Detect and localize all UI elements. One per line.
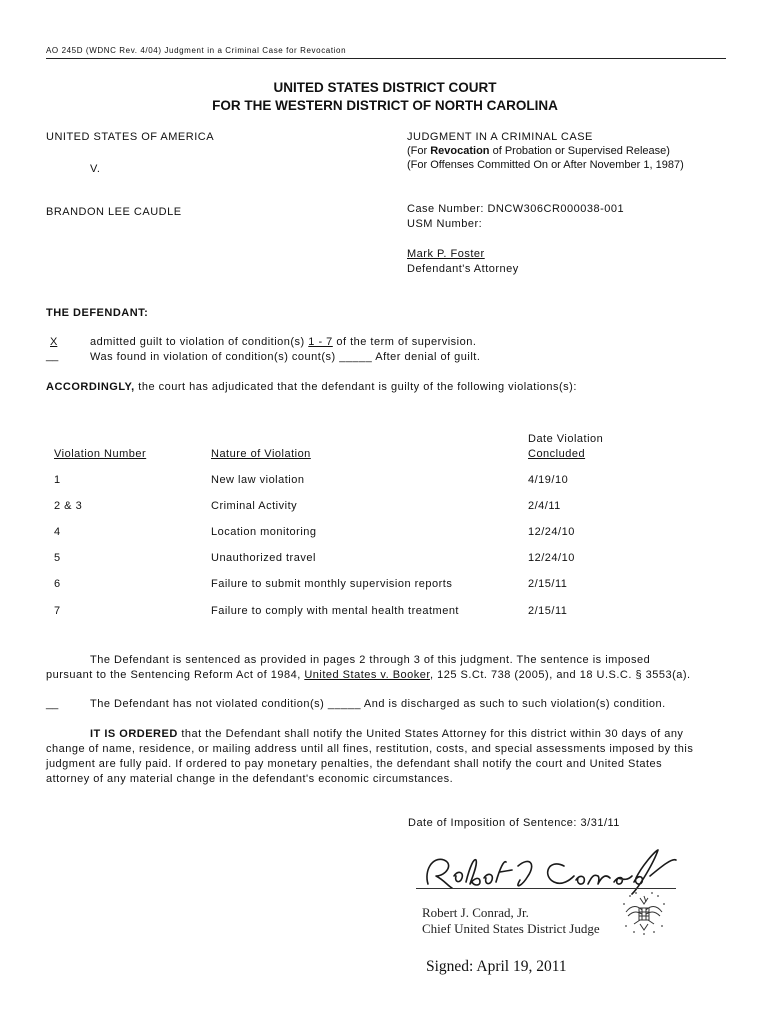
order-line-4: attorney of any material change in the defendant's economic circumstances. <box>46 773 454 785</box>
violation-date: 4/19/10 <box>528 474 569 486</box>
admitted-mark: X <box>50 336 58 348</box>
defendant-name: BRANDON LEE CAUDLE <box>46 206 182 218</box>
violation-number: 1 <box>54 474 61 486</box>
imposition-date: Date of Imposition of Sentence: 3/31/11 <box>408 817 620 829</box>
sentence-line-1: The Defendant is sentenced as provided in pages 2 through 3 of this judgment. The sentence is imposed <box>90 654 651 666</box>
violation-nature: Unauthorized travel <box>211 552 316 564</box>
form-identifier: AO 245D (WDNC Rev. 4/04) Judgment in a Criminal Case for Revocation <box>46 46 347 55</box>
violation-nature: New law violation <box>211 474 305 486</box>
signature-line <box>416 888 676 889</box>
violation-number: 4 <box>54 526 61 538</box>
offenses-note: (For Offenses Committed On or After November 1, 1987) <box>407 159 684 171</box>
violation-number: 6 <box>54 578 61 590</box>
violation-nature: Criminal Activity <box>211 500 298 512</box>
order-line-3: judgment are fully paid. If ordered to pay monetary penalties, the defendant shall notify the court and United States <box>46 758 663 770</box>
judgment-title: JUDGMENT IN A CRIMINAL CASE <box>407 131 593 143</box>
not-violated-mark: __ <box>46 698 59 710</box>
violation-nature: Failure to submit monthly supervision reports <box>211 578 453 590</box>
violation-date: 12/24/10 <box>528 526 575 538</box>
attorney-name: Mark P. Foster <box>407 248 485 260</box>
accordingly-line: ACCORDINGLY, the court has adjudicated that the defendant is guilty of the following violations(s): <box>46 381 577 393</box>
violation-nature: Failure to comply with mental health treatment <box>211 605 459 617</box>
col-date-line1: Date Violation <box>528 433 604 445</box>
versus-label: V. <box>90 163 101 175</box>
court-name: UNITED STATES DISTRICT COURT <box>273 80 497 95</box>
case-number: Case Number: DNCW306CR000038-001 <box>407 203 625 215</box>
judge-title: Chief United States District Judge <box>422 921 600 936</box>
order-line-1: IT IS ORDERED that the Defendant shall notify the United States Attorney for this district within 30 days of any <box>90 728 684 740</box>
violation-nature: Location monitoring <box>211 526 317 538</box>
signed-date: Signed: April 19, 2011 <box>426 958 567 975</box>
admitted-guilt-line: admitted guilt to violation of condition(s) 1 - 7 of the term of supervision. <box>90 336 477 348</box>
header-rule <box>46 58 726 59</box>
col-nature-of-violation: Nature of Violation <box>211 448 311 460</box>
violation-number: 2 & 3 <box>54 500 83 512</box>
col-violation-number: Violation Number <box>54 448 147 460</box>
violation-date: 2/15/11 <box>528 605 568 617</box>
judgment-type: (For Revocation of Probation or Supervised Release) <box>407 145 670 157</box>
violation-date: 2/15/11 <box>528 578 568 590</box>
order-line-2: change of name, residence, or mailing address until all fines, restitution, costs, and special assessments imposed by this <box>46 743 694 755</box>
violation-number: 5 <box>54 552 61 564</box>
violation-date: 12/24/10 <box>528 552 575 564</box>
violation-number: 7 <box>54 605 61 617</box>
defendant-heading: THE DEFENDANT: <box>46 307 149 319</box>
court-district: FOR THE WESTERN DISTRICT OF NORTH CAROLINA <box>212 98 558 113</box>
col-date-line2: Concluded <box>528 448 586 460</box>
usm-number: USM Number: <box>407 218 483 230</box>
plaintiff-name: UNITED STATES OF AMERICA <box>46 131 215 143</box>
violation-date: 2/4/11 <box>528 500 561 512</box>
court-seal-icon <box>620 890 668 936</box>
judge-name: Robert J. Conrad, Jr. <box>422 905 529 920</box>
sentence-line-2: pursuant to the Sentencing Reform Act of 1984, United States v. Booker, 125 S.Ct. 738 (2005), and 18 U.S.C. § 3553(a). <box>46 669 691 681</box>
attorney-label: Defendant's Attorney <box>407 263 519 275</box>
found-violation-mark: __ <box>46 350 59 362</box>
not-violated-line: The Defendant has not violated condition(s) _____ And is discharged as such to such violation(s) condition. <box>90 698 666 710</box>
found-violation-line: Was found in violation of condition(s) count(s) _____ After denial of guilt. <box>90 351 481 363</box>
